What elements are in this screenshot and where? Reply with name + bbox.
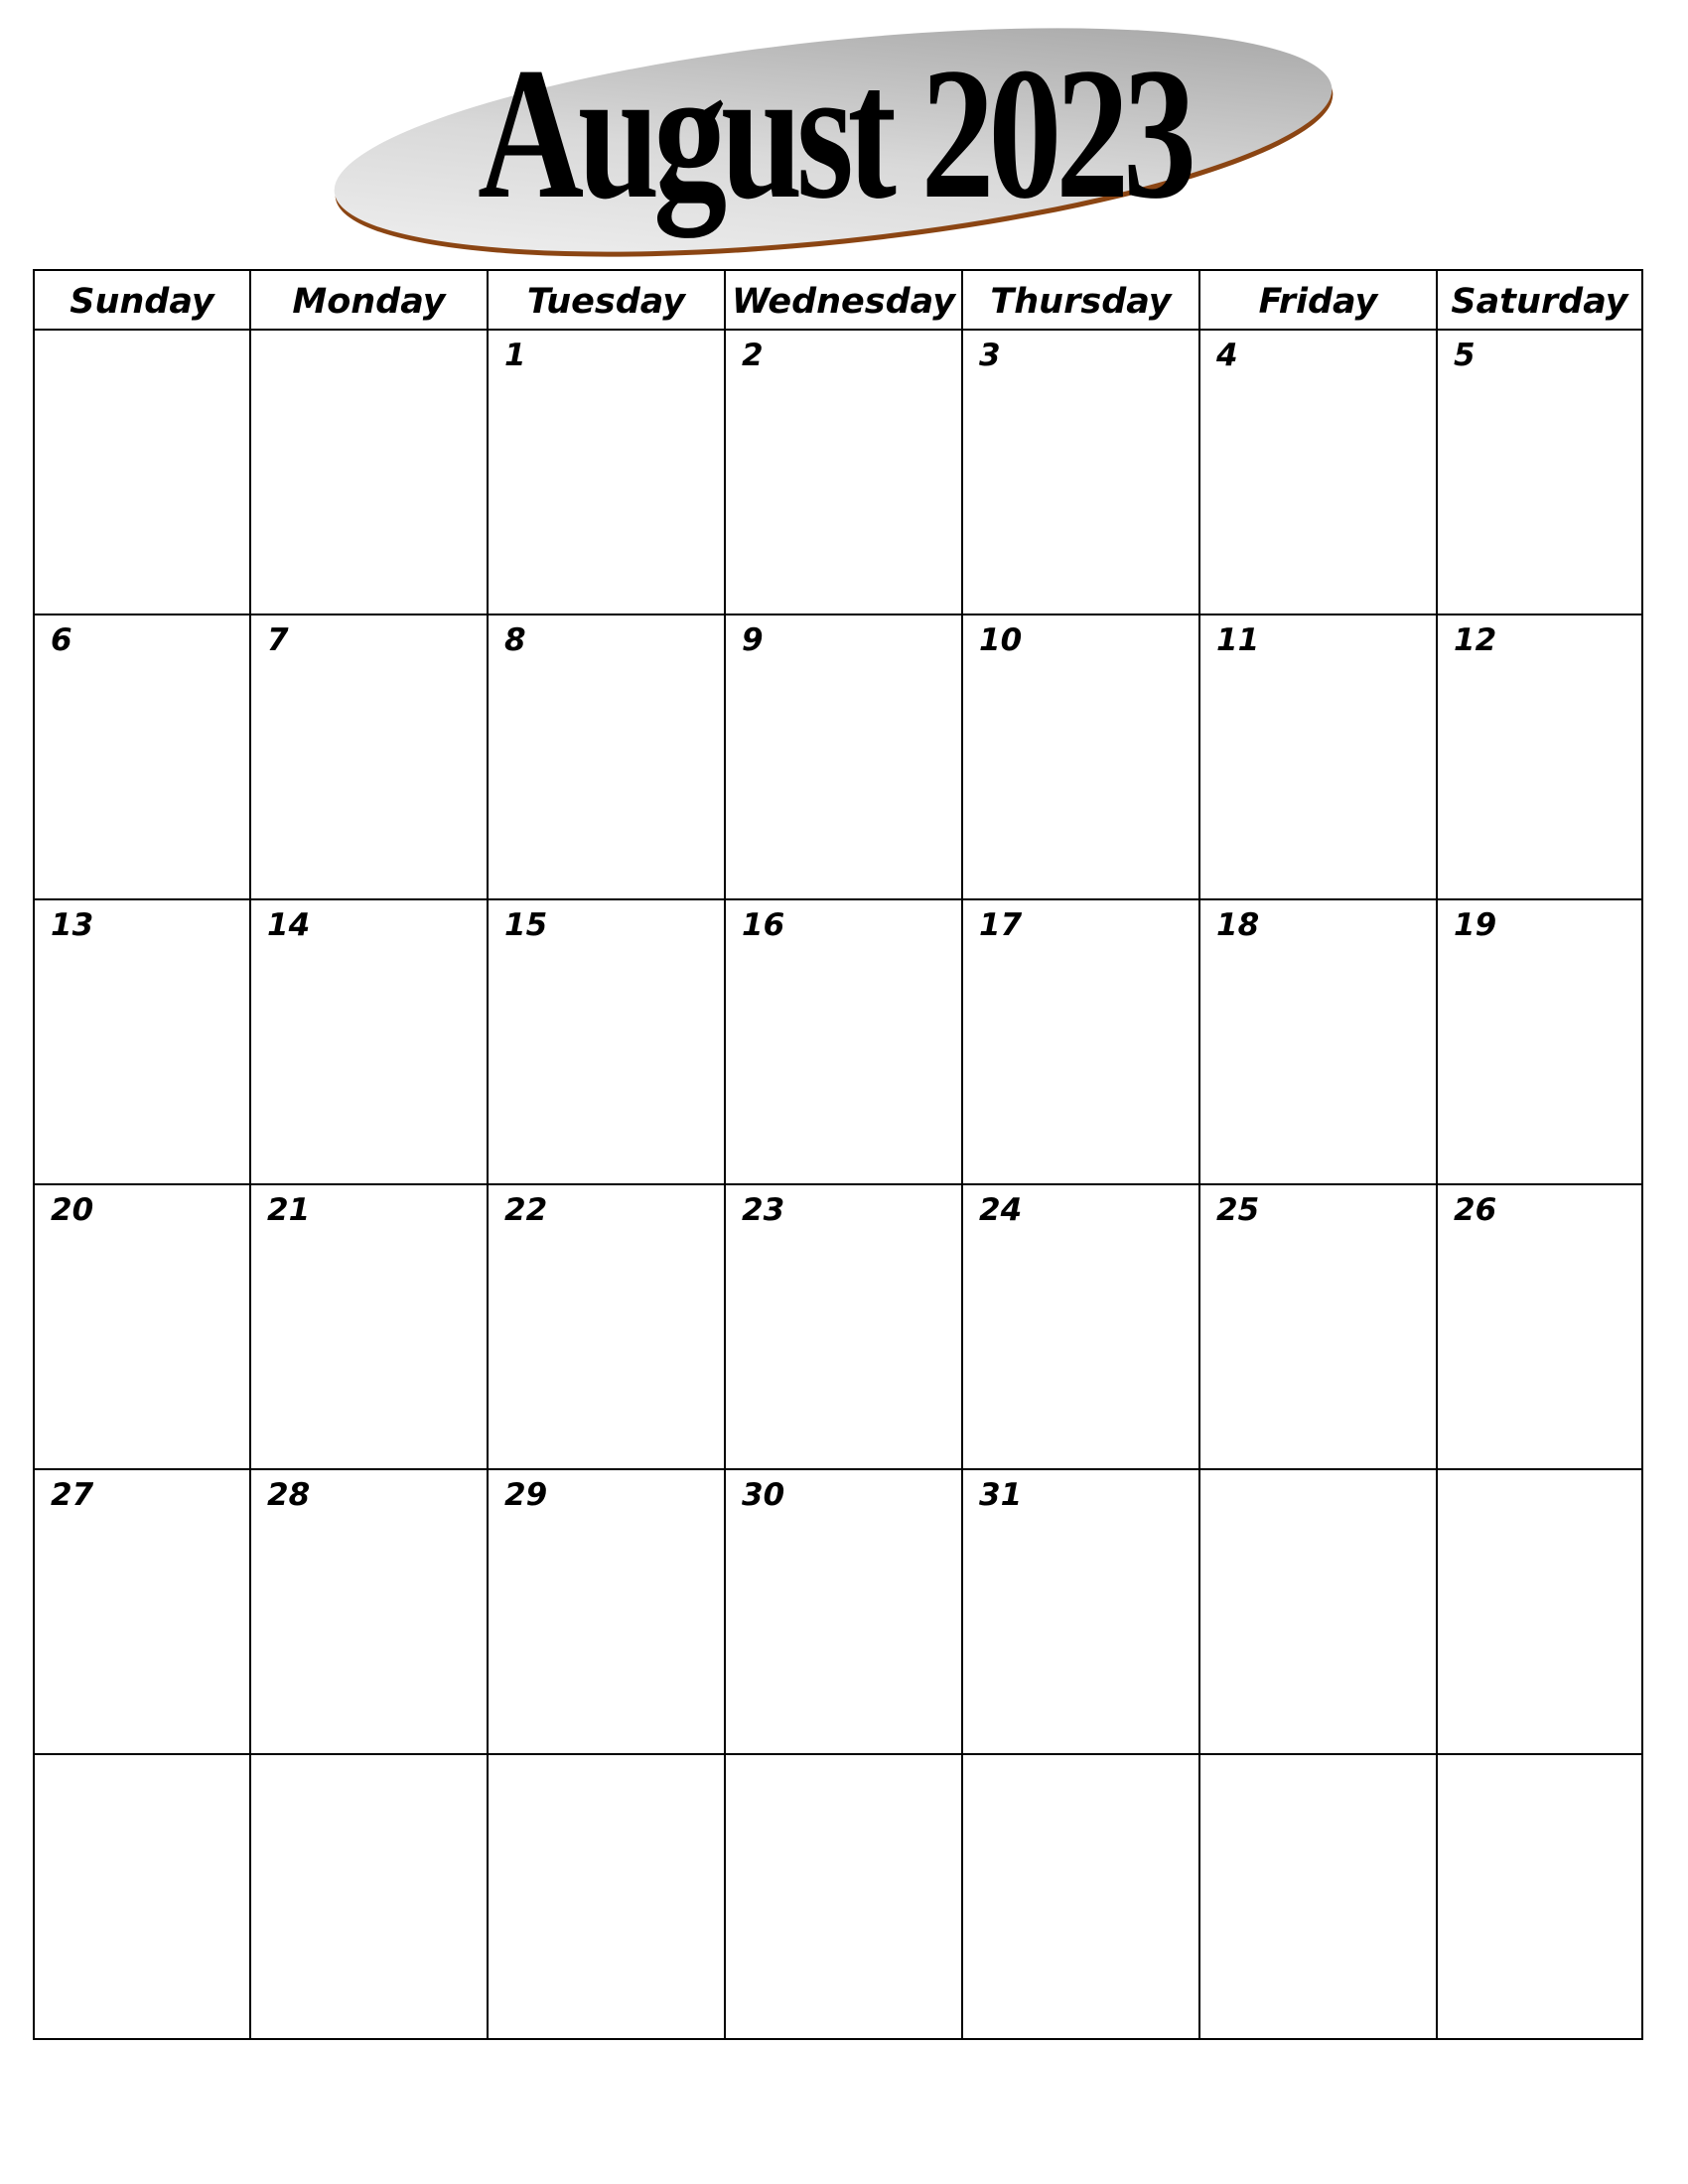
week-row: [34, 1469, 1642, 1754]
day-cell: [250, 614, 488, 899]
calendar-title: August 2023: [478, 30, 1191, 238]
day-cell: [34, 1469, 250, 1754]
day-number: 26: [1454, 1192, 1497, 1228]
week-row: [34, 614, 1642, 899]
day-cell: [1437, 1184, 1642, 1469]
day-number: 9: [742, 622, 764, 658]
day-number: 3: [979, 338, 1001, 373]
week-row: [34, 1184, 1642, 1469]
day-number: 8: [504, 622, 526, 658]
day-cell: [725, 330, 962, 614]
day-cell: [725, 1184, 962, 1469]
weekday-header-sunday: Sunday: [34, 270, 250, 330]
day-cell: [250, 330, 488, 614]
day-cell: [962, 1184, 1199, 1469]
week-row: [34, 899, 1642, 1184]
day-cell: [488, 899, 725, 1184]
day-number: 16: [742, 907, 785, 943]
day-number: 15: [504, 907, 548, 943]
day-number: 13: [51, 907, 94, 943]
day-cell: [34, 330, 250, 614]
day-cell: [725, 1754, 962, 2039]
day-number: 24: [979, 1192, 1023, 1228]
day-cell: [1199, 614, 1437, 899]
day-cell: [725, 614, 962, 899]
day-cell: [34, 1754, 250, 2039]
day-cell: [34, 1184, 250, 1469]
weekday-header-monday: Monday: [250, 270, 488, 330]
day-number: 7: [267, 622, 289, 658]
day-number: [963, 1755, 1198, 1763]
day-number: 10: [979, 622, 1023, 658]
day-number: 29: [504, 1477, 548, 1513]
day-cell: [250, 1184, 488, 1469]
day-number: [1200, 1470, 1436, 1478]
day-cell: [1199, 1754, 1437, 2039]
day-number: 4: [1216, 338, 1238, 373]
day-number: [35, 1755, 249, 1763]
day-number: 22: [504, 1192, 548, 1228]
day-cell: [488, 330, 725, 614]
day-number: 1: [504, 338, 526, 373]
day-cell: [1437, 330, 1642, 614]
weekday-header-wednesday: Wednesday: [725, 270, 962, 330]
day-number: 27: [51, 1477, 94, 1513]
day-cell: [725, 1469, 962, 1754]
weekday-header-tuesday: Tuesday: [488, 270, 725, 330]
day-number: 28: [267, 1477, 311, 1513]
weekday-header-saturday: Saturday: [1437, 270, 1642, 330]
day-number: 12: [1454, 622, 1497, 658]
day-cell: [1199, 1469, 1437, 1754]
day-number: 14: [267, 907, 311, 943]
calendar-grid: [33, 269, 1643, 2040]
day-cell: [1437, 1469, 1642, 1754]
day-number: [726, 1755, 961, 1763]
day-cell: [962, 614, 1199, 899]
day-cell: [1199, 899, 1437, 1184]
day-cell: [250, 1469, 488, 1754]
day-number: 23: [742, 1192, 785, 1228]
day-number: 31: [979, 1477, 1023, 1513]
day-cell: [488, 1184, 725, 1469]
day-number: 25: [1216, 1192, 1260, 1228]
week-row: [34, 1754, 1642, 2039]
day-number: [1438, 1470, 1641, 1478]
day-cell: [725, 899, 962, 1184]
day-cell: [34, 614, 250, 899]
weekday-header-friday: Friday: [1199, 270, 1437, 330]
day-cell: [488, 1754, 725, 2039]
day-cell: [962, 330, 1199, 614]
day-cell: [250, 899, 488, 1184]
weekday-header-row: [34, 270, 1642, 330]
day-number: 6: [51, 622, 72, 658]
day-cell: [488, 614, 725, 899]
day-cell: [488, 1469, 725, 1754]
day-cell: [962, 1469, 1199, 1754]
day-cell: [1199, 330, 1437, 614]
day-number: 5: [1454, 338, 1476, 373]
day-number: [1438, 1755, 1641, 1763]
day-number: [489, 1755, 724, 1763]
day-number: 30: [742, 1477, 785, 1513]
day-number: 11: [1216, 622, 1260, 658]
day-cell: [250, 1754, 488, 2039]
day-cell: [1437, 614, 1642, 899]
week-row: [34, 330, 1642, 614]
day-cell: [1199, 1184, 1437, 1469]
title-banner: [318, 20, 1350, 263]
day-number: 17: [979, 907, 1023, 943]
day-cell: [34, 899, 250, 1184]
day-cell: [962, 899, 1199, 1184]
day-number: [1200, 1755, 1436, 1763]
day-number: 18: [1216, 907, 1260, 943]
day-number: 20: [51, 1192, 94, 1228]
day-number: [251, 1755, 487, 1763]
day-number: [35, 331, 249, 339]
day-number: [251, 331, 487, 339]
weekday-header-thursday: Thursday: [962, 270, 1199, 330]
day-cell: [1437, 1754, 1642, 2039]
day-cell: [962, 1754, 1199, 2039]
day-number: 21: [267, 1192, 311, 1228]
day-number: 19: [1454, 907, 1497, 943]
day-number: 2: [742, 338, 764, 373]
day-cell: [1437, 899, 1642, 1184]
